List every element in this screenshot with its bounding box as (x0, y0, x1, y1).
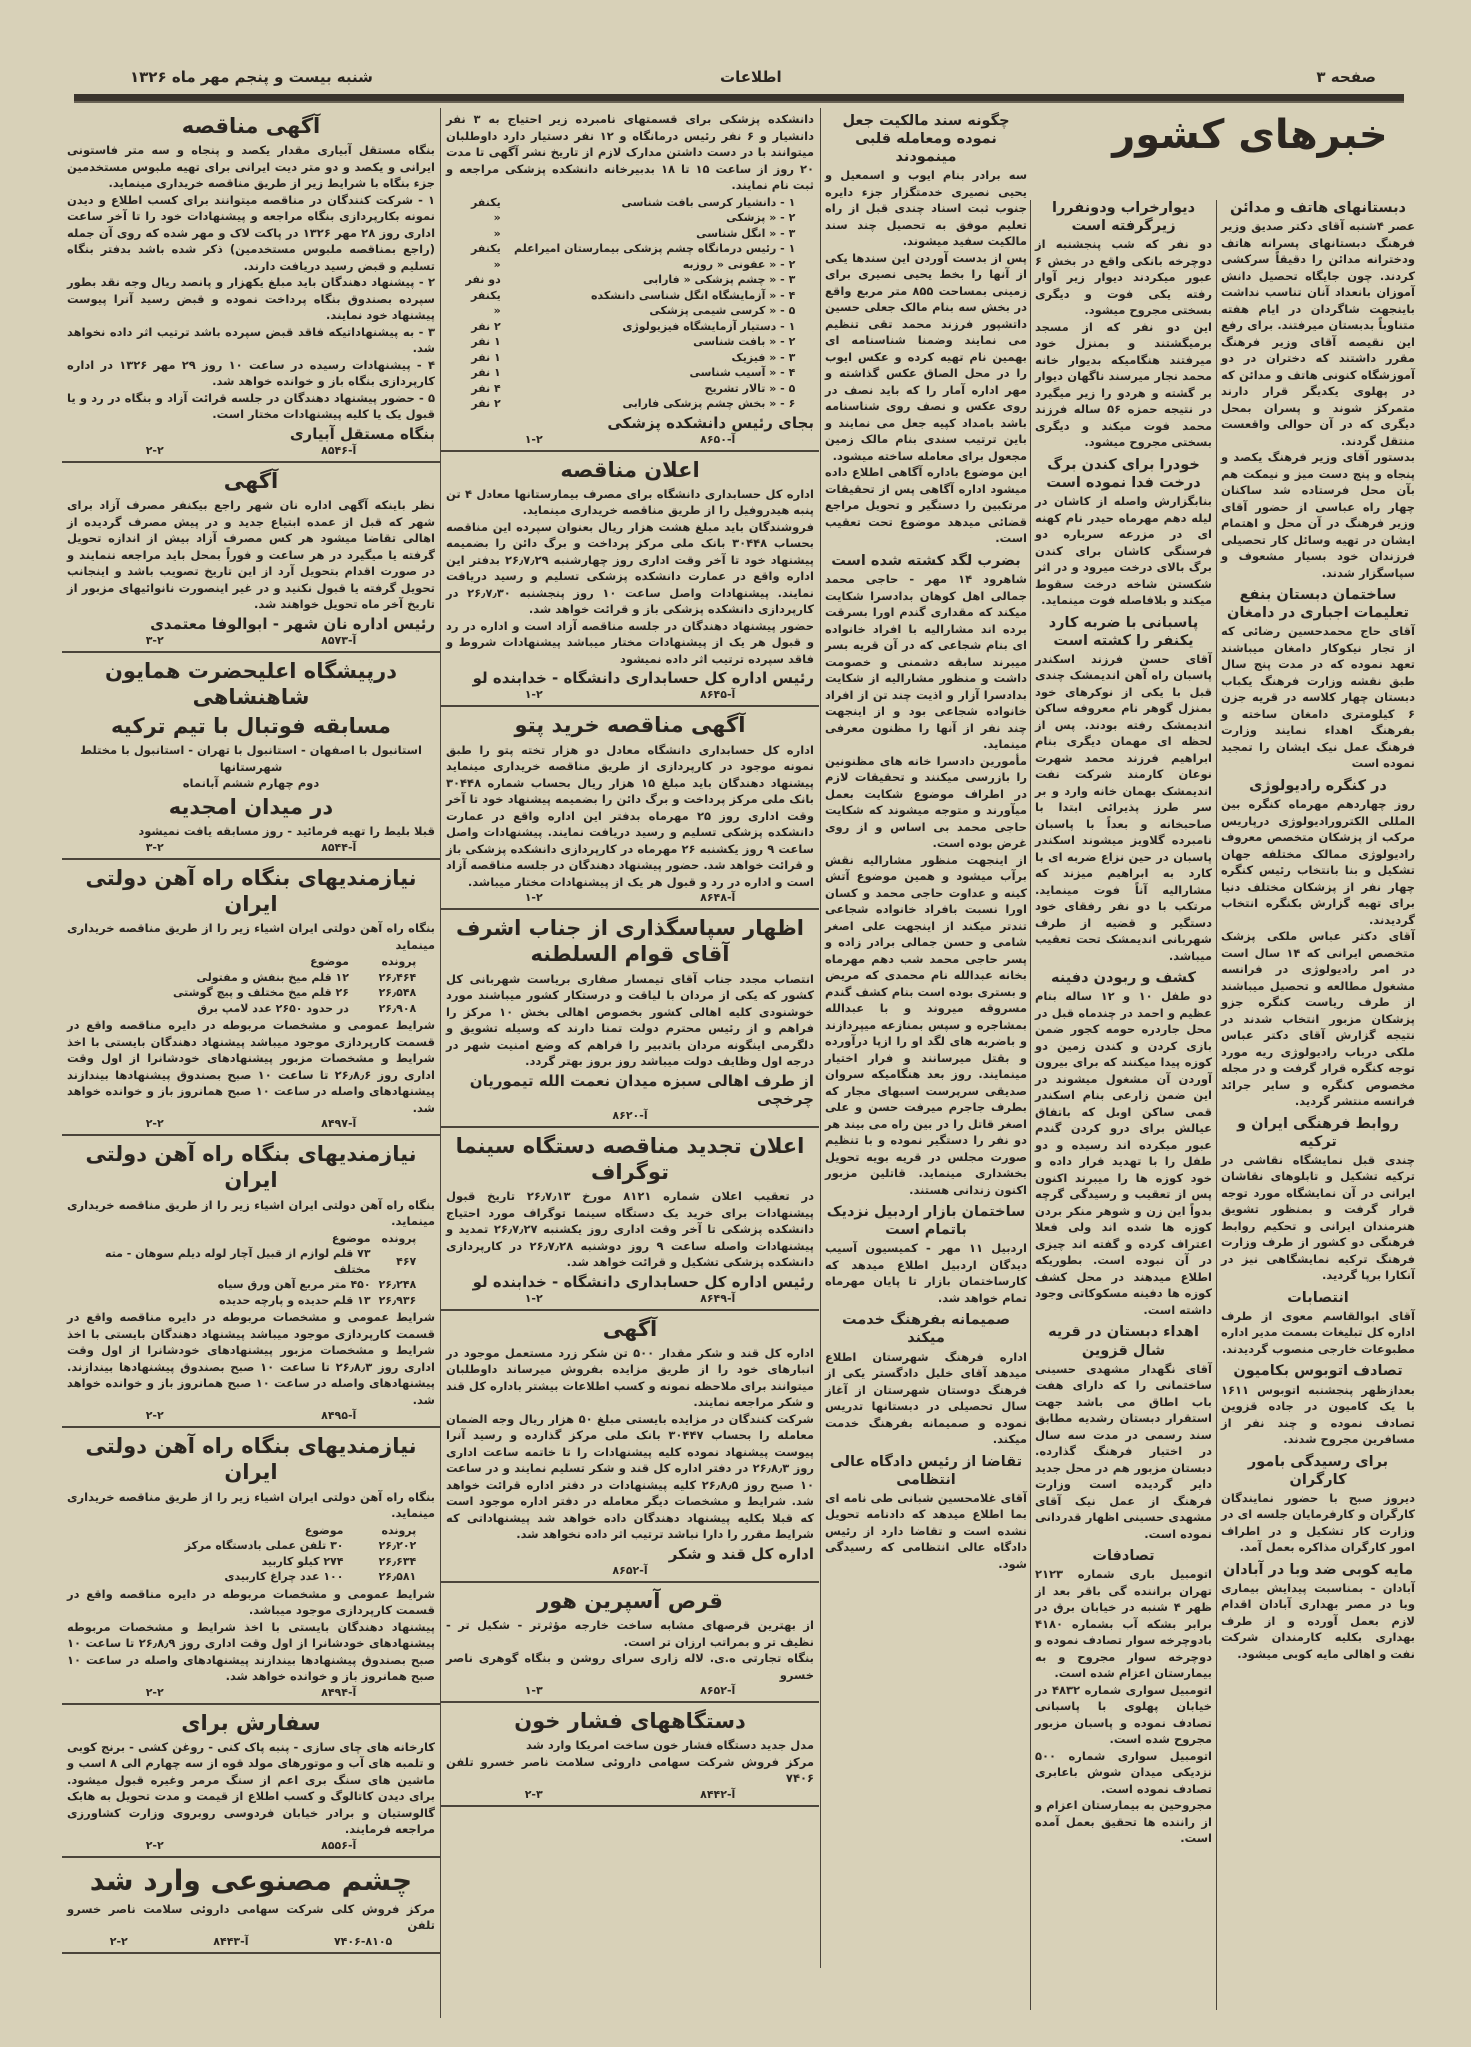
paragraph: دیروز صبح با حضور نمایندگان کارگران و کارفرمایان جلسه ای در وزارت کار تشکیل و در اطراف امور کارگران مذاکره بعمل آمد. (1221, 1490, 1415, 1555)
ad-code-item: ۲-۲ (145, 1838, 164, 1852)
paragraph: شرکت کنندگان در مزایده بایستی مبلغ ۵۰ هزار ریال وجه الضمان معامله را بحساب ۳۰۴۴۷ بانک ملی مرکز گذارده و رسید آنرا پیوست پیشنهاد نموده کلیه پیشنهادات را تا خاتمه ساعت اداری روز ۲۶٫۸٫۳ در دفتر اداره کل قند و شکر تسلیم نمایند و در ساعت ۱۰ صبح روز ۲۶٫۸٫۵ کلیه پیشنهادات در دفتر اداره قرائت خواهد شد. شرایط و مشخصات دیگر معامله در دفتر اداره موجود است که قبلا بکلیه پیشنهاد دهندگان داده خواهد شد پیشنهاداتی که شرایط مقرر را دارا نباشد ترتیب اثر داده نخواهد شد. (446, 1411, 814, 1542)
advertisement (441, 452, 819, 708)
paragraph: آقای غلامحسین شبانی طی نامه ای بما اطلاع میدهد که دادنامه تحویل نشده است و تقاضا دارد از رئیس دادگاه عالی انتظامی که رسیدگی شود. (825, 1490, 1027, 1571)
ad-code-item: آ-۸۶۴۵ (700, 688, 736, 702)
paragraph: پیشنهاد دهندگان بایستی با اخذ شرایط و مشخصات مربوطه پیشنهادهای خودشانرا از اول وقت اداری روز ۲۶٫۸٫۹ تا ساعت ۱۰ صبح بصندوق پیشنهادها بیندازند پیشنهادهای واصله در ساعت ۱۰ صبح همانروز باز و خوانده خواهد شد. (67, 1619, 435, 1683)
table-header-row (82, 954, 421, 970)
paragraph: آقای حسن فرزند اسکندر پاسبان راه آهن اندیمشک چندی قبل با یکی از نوکرهای خود بمنزل گوهر نام معروفه ساکن اندیمشک رفته بودند. پس از لحظه ای مهمان دیگری بنام ابراهیم فرزند محمد شهرت نوعان کارمند شرکت نفت اندیمشک بهمان خانه وارد و بر سر طرز پذیرائی ابتدا با صاحبخانه و بعداً با پاسبان نامبرده گلاویز میشوند اسکندر پاسبان در حین نزاع ضربه ای با کارد به ابراهیم میزند که مشارالیه آناً فوت مینماید. مرتکب با دو نفر رفقای خود دستگیر و قضیه از طرف شهربانی اندیمشک تحت تعقیب میباشد. (1035, 651, 1212, 963)
paragraph: اتومبیل باری شماره ۲۱۲۳ تهران براننده گی باقر بعد از ظهر ۴ شنبه در خیابان برق در برابر بشکه آب بشماره ۴۱۸۰ بادوچرخه سوار تصادف نموده و دوچرخه سوار مجروح و به بیمارستان اعزام شده است. (1035, 1567, 1212, 1681)
ad-code-item: آ-۸۶۵۰ (700, 432, 736, 446)
article-title: تصادف اتوبوس بکامیون (1233, 1363, 1403, 1380)
column-news-4 (1032, 195, 1215, 1848)
column-news-3 (822, 108, 1030, 1573)
paragraph: مدل جدید دستگاه فشار خون ساخت امریکا وارد شد (525, 1738, 814, 1753)
table-row (461, 396, 800, 412)
paragraph: انتصاب مجدد جناب آقای تیمسار صفاری بریاست شهربانی کل کشور که یکی از مردان با لیاقت و درستکار کشور میباشند مورد خوشنودی کلیه اهالی کشور بخصوص اهالی بخش ۱۰ مرکز را فراهم و از رئیس محترم دولت تمنا دارند که وسیله تشویق و دلگرمی اینگونه مردان باتدبیر را فراهم که وضع امنیت شهر در درجه اول وظایف دولت میباشد روز بروز بهتر گردد. (446, 971, 814, 1068)
ad-line: استانبول با اصفهان - استانبول با تهران - استانبول با مختلط شهرستانها (80, 743, 422, 774)
table-cell: ۲۶٫۲۴۸ (378, 1278, 417, 1291)
article-title: انتصابات (1287, 1289, 1349, 1306)
paragraph: آبادان - بمناسبت پیدایش بیماری وبا در مصر بهداری آبادان اقدام لازم بعمل آورده و از طرف بهداری بکلیه کارمندان شرکت نفت و اهالی مایه کوبی میشود. (1221, 1580, 1415, 1661)
table-row (461, 303, 800, 319)
ad-code-item: آ-۸۴۹۷ (321, 1117, 357, 1130)
ad-code (446, 891, 814, 904)
item-table (82, 1523, 421, 1585)
ad-code (67, 1686, 435, 1699)
paragraph: شرایط عمومی و مشخصات مربوطه در دایره مناقصه واقع در قسمت کارپردازی موجود میباشد پیشنهاد دهندگان بایستی با اخذ شرایط و مشخصات مزبور پیشنهادهای خودشانرا از اول وقت اداری روز ۲۶٫۸٫۶ تا ساعت ۱۰ صبح بصندوق پیشنهادها بیندازند پیشنهادهای واصله در ساعت ۱۰ صبح همانروز باز و خوانده خواهد شد. (67, 1018, 435, 1115)
paragraph: دو طفل ۱۰ و ۱۲ ساله بنام عظیم و احمد در چندماه قبل در محل جاردره حومه کجور ضمن بازی کردن و کندن زمین دو کوزه پیدا میکنند که برای بیرون آوردن آن مشغول میشوند در این ضمن زارعی بنام اسکندر قمی ساکن اوبل که باتفاق عیالش برای درو کردن گندم عبور میکرده اند رسیده و دو طفل را با تهدید فرار داده و خود کوزه ها را میبرند اکنون پس از تعقیب و رسیدگی گرچه بدواً این زن و شوهر منکر بردن کوزه ها شده اند ولی فعلا اعتراف کرده و گفته اند چیزی در آن نبوده است. بطوریکه اطلاع میدهند در محل کشف کوزه ها دفینه مسکوکاتی وجود داشته است. (1035, 989, 1212, 1317)
paragraph: مرکز فروش شرکت سهامی داروئی سلامت ناصر خسرو تلفن ۷۴۰۶ (446, 1754, 814, 1786)
column-ads-middle (441, 108, 819, 1807)
table-cell: ۳ - « فیزیک (731, 350, 796, 364)
paragraph: این موضوع باداره آگاهی اطلاع داده میشود اداره آگاهی پس از تحقیقات مرتکبین را دستگیر و تحویل مراجع قضائی میدهد موضوع تحت تعقیب است. (825, 465, 1027, 546)
ad-code-item: آ-۸۵۵۶ (321, 1838, 357, 1852)
ad-code (67, 1935, 435, 1948)
paragraph: در تعقیب اعلان شماره ۸۱۲۱ مورخ ۲۶٫۷٫۱۳ تاریخ قبول پیشنهادات برای خرید یک دستگاه سینما توگراف مورد احتیاج دانشکده پزشکی تا آخر وقت اداری روز یکشنبه ۲۶٫۷٫۲۷ تمدید و پیشنهادات واصله ساعت ۹ روز دوشنبه ۲۶٫۷٫۲۸ در کارپردازی دانشکده پزشکی تشکیل و قرائت خواهد شد. (446, 1189, 814, 1269)
advertisement (62, 1428, 440, 1705)
paragraph: مرکز فروش کلی شرکت سهامی داروئی سلامت ناصر خسرو تلفن (67, 1901, 435, 1933)
table-header: موضوع (331, 1231, 371, 1245)
paragraph: دانشکده پزشکی برای قسمتهای نامبرده زیر احتیاج به ۳ نفر دانشیار و ۶ نفر رئیس درمانگاه و ۱۲ نفر دستیار دارد داوطلبان میتوانند با در دست داشتن مدارک لازم از تاریخ نشر آگهی تا مدت ۲۰ روز از ساعت ۱۵ تا ۱۸ بدبیرخانه دانشکده پزشکی مراجعه و ثبت نام نمایند. (446, 112, 815, 192)
ad-code-item: ۲-۲ (145, 1117, 164, 1130)
paragraph: ۱ - شرکت کنندگان در مناقصه میتوانند برای کسب اطلاع و دیدن نمونه بکارپردازی بنگاه مراجعه و پیشنهادات خود را تا آخر ساعت اداری روز ۲۸ مهر ۱۳۲۶ در پاکت لاک و مهر شده که روی آن جمله (راجع بمناقصه ملبوس مستخدمین) ذکر شده باشد بدفتر بنگاه تسلیم و قبض رسید دریافت دارند. (67, 192, 436, 273)
paragraph: مأمورین دادسرا خانه های مظنونین را بازرسی میکنند و تحقیقات لازم در اطراف موضوع شکایت بعمل میآورند و متوجه میشوند که شکایت حاجی محمد بی اساس و از روی غرض بوده است. (825, 753, 1027, 850)
article-title: در کنگره رادیولوژی (1249, 777, 1387, 794)
ad-code (446, 1684, 814, 1697)
table-cell: یکنفر (470, 242, 501, 255)
paragraph: مجروحین به بیمارستان اعزام و از راننده ها تحقیق بعمل آمده است. (1035, 1798, 1212, 1846)
paragraph: اداره کل قند و شکر مقدار ۵۰۰ تن شکر زرد مستعمل موجود در انبارهای خود را از طریق مزایده بفروش میرساند داوطلبان میتوانند برای ملاحظه نمونه و کسب اطلاعات بیشتر باداره کل قند و شکر مراجعه نمایند. (446, 1345, 814, 1410)
paragraph: شرایط عمومی و مشخصات مربوطه در دایره مناقصه واقع در قسمت کارپردازی موجود میباشد. (67, 1586, 435, 1617)
signature: اداره کل قند و شکر (668, 1544, 814, 1563)
ad-code (446, 1564, 814, 1577)
advertisement (441, 910, 819, 1128)
ad-code-item: آ-۸۶۲۰ (612, 1108, 648, 1122)
table-cell: ۲ - « بافت شناسی (693, 335, 796, 348)
news-article (822, 1307, 1030, 1448)
paragraph: سه برادر بنام ایوب و اسمعیل و یحیی نصیری خدمتگزار جزء دایره جنوب ثبت اسناد چندی قبل از راه تعلیم موفق به تحصیل چند سند مالکیت سفید میشوند. (825, 168, 1027, 249)
article-title: تقاضا از رئیس دادگاه عالی انتظامی (829, 1453, 1023, 1488)
news-article (1032, 965, 1215, 1319)
table-cell: در حدود ۲۶۵۰ عدد لامپ برق (197, 1001, 349, 1015)
paragraph: بنگاه تجارتی ه.ی. لاله زاری سرای روشن و بنگاه گوهری ناصر خسرو (446, 1651, 814, 1682)
table-header: پرونده (381, 955, 417, 968)
news-article (1032, 1319, 1215, 1543)
table-row (82, 1293, 421, 1309)
paragraph: از بهترین قرصهای مشابه ساخت خارجه مؤثرتر - شکیل تر - نظیف تر و بمراتب ارزان تر است. (446, 1618, 814, 1649)
table-row (82, 1246, 421, 1277)
ad-code (446, 1292, 814, 1305)
table-cell: ۱۲ قلم میخ بنفش و مفتولی (196, 970, 349, 984)
table-cell: ۲۶٫۵۴۸ (378, 986, 417, 999)
paragraph: اداره کل حسابداری دانشگاه معادل دو هزار تخته پتو را طبق نمونه موجود در کارپردازی از طریق مناقصه خریداری مینماید پیشنهاد دهندگان باید مبلغ ۱۵ هزار ریال بحساب شماره ۳۰۴۴۸ بانک ملی مرکز پرداخت و برگ دائن را بضمیمه پیشنهاد خود تا آخر وقت اداری روز ۲۵ مهرماه بدفتر این اداره واقع در عمارت دانشکده پزشکی تسلیم و رسید دریافت نمایند. پیشنهادات واصل ساعت ۹ روز یکشنبه ۲۶ مهرماه در کارپردازی دانشکده پزشکی باز و قرائت خواهد شد. حضور پیشنهاد دهندگان در جلسه مناقصه آزاد است و اداره در رد و قبول هر یک از پیشنهادات مختار میباشد. (446, 742, 814, 889)
table-cell: ۲ - « پزشکی (726, 211, 796, 224)
item-table (82, 1231, 421, 1309)
table-row (461, 195, 800, 211)
news-article (1032, 195, 1215, 452)
table-cell: ۲ نفر (471, 319, 501, 333)
news-article (1218, 582, 1418, 773)
paragraph: دو نفر که شب پنجشنبه از دوچرخه بانکی واقع در بخش ۶ عبور میکردند دیوار زیر آوار رفته یکی فوت و دیگری بسختی مجروح میشود. (1035, 237, 1212, 318)
article-title: کشف و ربودن دفینه (1051, 970, 1196, 987)
article-title: آگهی مناقصه خرید پتو (514, 713, 746, 738)
article-title: دستگاههای فشار خون (514, 1709, 746, 1733)
news-article (822, 1449, 1030, 1574)
ad-code (446, 1109, 814, 1122)
table-cell: ۱ نفر (471, 350, 501, 364)
table-header: موضوع (304, 1523, 344, 1537)
table-cell: ۱ - رئیس درمانگاه چشم پزشکی بیمارستان امیراعلم (513, 242, 796, 255)
ad-code-item: ۲-۲ (145, 443, 164, 457)
article-title: اعلان تجدید مناقصه دستگاه سینما توگراف (455, 1133, 805, 1184)
table-cell: ۳ - « انگل شناسی (696, 226, 796, 240)
paragraph: ۴ - پیشنهادات رسیده در ساعت ۱۰ روز ۲۹ مهر ۱۳۲۶ در اداره کارپردازی بنگاه باز و خوانده خواهد شد. (67, 357, 435, 389)
table-cell: ۲ نفر (471, 397, 501, 410)
article-title: آگهی (602, 1316, 658, 1341)
paragraph: عصر ۴شنبه آقای دکتر صدیق وزیر فرهنگ دبستانهای پسرانه هاتف ودخترانه مدائن را دقیقاً سرکشی کردند. چون جایگاه تحصیل دانش آموزان بانعداد آنان تناسب نداشت باینجهت شاگردان در ایام هفته متناوباً بدبستان میرفتند. برای رفع این نقیصه آقای وزیر فرهنگ مقرر داشتند که دختران در دو آموزشگاه کنونی هاتف و مدائن که در پهلوی یکدیگر قرار دارند متمرکز شوند و پسران بمحل دیگری که در آن حوالی واقعست منتقل گردند. (1221, 219, 1415, 448)
advertisement (441, 108, 819, 452)
masthead-rule (74, 94, 1404, 103)
ad-code-item: ۲-۲ (145, 1685, 164, 1699)
paragraph: آقای حاج محمدحسین رضائی که از تجار نیکوکار دامغان میباشند تعهد نموده که در مدت پنج سال طبق نقشه وزارت فرهنگ یکباب دبستان چهار کلاسه در قریه جزن ۶ کیلومتری دامغان ساخته و بفرهنگ اهداء نمایند وزارت فرهنگ عمل نیک ایشان را تمجید نموده است (1221, 624, 1415, 771)
ad-code-item: آ-۸۵۴۶ (321, 443, 357, 457)
news-article (822, 108, 1030, 548)
paragraph: بنگاه راه آهن دولتی ایران اشیاء زیر را از طریق مناقصه خریداری مینماید. (67, 1489, 435, 1520)
table-cell: ۲۶٫۶۳۴ (378, 1554, 417, 1568)
article-title: قرص آسپرین هور (537, 1588, 723, 1613)
signature: رئیس اداره کل حسابداری دانشگاه - خدابنده لو (472, 669, 814, 688)
article-title: سفارش برای (181, 1710, 321, 1735)
news-article (1032, 1543, 1215, 1848)
table-cell: ۱۳ قلم حدیده و پارچه حدیده (219, 1293, 371, 1307)
paragraph: این دو نفر که از مسجد برمیگشتند و بمنزل خود میرفتند هنگامیکه بدیوار خانه محمد نجار میرسند ناگهان دیوار بر گشته و هردو را زیر میگیرد در نتیجه حمزه ۵۶ ساله فرزند محمد فوت میکند و دیگری بسختی مجروح میشود. (1035, 319, 1212, 450)
section-title: خبرهای کشور (1112, 112, 1388, 158)
paragraph: بدستور آقای وزیر فرهنگ یکصد و پنجاه و پنج دست میز و نیمکت هم بآن محل فرستاده شد ساکنان چهار راه عباسی از حضور آقای وزیر فرهنگ در آن محل و اهتمام ایشان در تهیه وسائل کار تحصیلی فرزندان خود بسیار مشعوف و سپاسگزار شدند. (1221, 450, 1415, 580)
news-article (1218, 1285, 1418, 1359)
news-article (1218, 773, 1418, 1111)
paragraph: ۲ - پیشنهاد دهندگان باید مبلغ یکهزار و پانصد ریال وجه نقد بطور سپرده بصندوق بنگاه پرداخت نموده و قبض رسید آنرا پیوست پیشنهاد خود نمایند. (67, 275, 435, 323)
column-divider (1216, 200, 1217, 2010)
news-article (1218, 1557, 1418, 1664)
column-news-5 (1218, 195, 1418, 1663)
table-cell: ۲۶٫۵۸۱ (378, 1570, 417, 1583)
table-cell: یکنفر (470, 288, 501, 302)
paragraph: روز چهاردهم مهرماه کنگره بین المللی الکترورادیولوژی درپاریس مرکب از پزشکان متخصص معروف رادیولوژی ممالک مختلفه جهان تشکیل و بنا بانتخاب رئیس کنگره چهار نفر از پزشکان مختلف دنیا برای تهیه گزارش بکنگره انتخاب گردیدند. (1221, 797, 1415, 927)
advertisement (441, 1583, 819, 1703)
article-title: اعلان مناقصه (560, 457, 700, 482)
table-cell: ۲۷۴ کیلو کاربید (261, 1554, 344, 1568)
table-cell: یکنفر (470, 195, 501, 209)
article-title: اهداء دبستان در قریه شال قزوین (1048, 1324, 1199, 1359)
article-title: تصادفات (1092, 1548, 1155, 1565)
ad-code-item: آ-۸۶۴۹ (700, 1291, 736, 1305)
paragraph: پس از بدست آوردن این سندها یکی از آنها را بخط یحیی نصیری برای زمینی بمساحت ۸۵۵ متر مربع واقع در بخش سه بنام مالک جعلی حسین داتشپور فرزند محمد تقی تنظیم می نمایند وضمنا شناسنامه ای بهمین نام تهیه کرده و عکس ایوب را در محل الصاق عکس گذاشته و مهر اداره آمار را که باید نصف در روی عکس و نصف روی شناسنامه باشد بامداد کپیه جعل می نمایند و باین ترتیب سندی بنام مالک زمین مجعول برای معامله ساخته میشود. (825, 250, 1028, 463)
news-article (1218, 1449, 1418, 1557)
table-cell: ۷۳ قلم لوازم از قبیل آچار لوله دیلم سوهان - مته مختلف (104, 1247, 371, 1276)
table-cell: ۱ نفر (471, 335, 501, 348)
table-row (461, 272, 800, 288)
article-title: درپیشگاه اعلیحضرت همایون شاهنشاهی (105, 658, 397, 709)
table-row (461, 226, 800, 242)
ad-code (67, 841, 435, 854)
ad-code (446, 688, 814, 701)
paragraph: شاهرود ۱۴ مهر - حاجی محمد جمالی اهل کوهان بدادسرا شکایت میکند که مقداری گندم اورا بسرقت برده اند مشارالیه با افراد خانواده ای بنام شجاعی که در آن قریه بسر میبرند سابقه دشمنی و خصومت داشت و منظور مشارالیه از شکایت بدادسرا آزار و اذیت چند تن از افراد خانواده شجاعی بود و از اینجهت چند نفر از آنها را مظنون معرفی مینماید. (825, 572, 1027, 751)
paragraph: بنگاه راه آهن دولتی ایران اشیاء زیر را از طریق مناقصه خریداری مینماید (67, 921, 435, 952)
article-title: آگهی (223, 468, 279, 493)
paragraph: چندی قبل نمایشگاه نقاشی در ترکیه تشکیل و تابلوهای نقاشان ایرانی در آن نمایشگاه مورد توجه قرار گرفت و بمنظور تشویق هنرمندان ایرانی و تحکیم روابط فرهنگی دو کشور از طرف وزارت فرهنگ ترکیه نمایشگاهی نیز در آنکارا برپا گردید. (1221, 1152, 1415, 1283)
article-title: اظهار سپاسگذاری از جناب اشرف آقای قوام السلطنه (456, 916, 804, 967)
column-divider (1030, 200, 1031, 2010)
advertisement (441, 1311, 819, 1583)
table-cell: ۴ نفر (471, 381, 501, 395)
signature: رئیس اداره نان شهر - ابوالوفا معتمدی (150, 614, 435, 633)
column-divider (820, 108, 821, 1968)
advertisement (441, 1703, 819, 1807)
paragraph: آقای ابوالقاسم معوی از طرف اداره کل تبلیغات بسمت مدیر اداره مطبوعات خارجی منصوب گردیدند. (1221, 1308, 1415, 1356)
ad-code-item: ۱-۲ (524, 688, 543, 702)
table-row (82, 1277, 421, 1293)
page-number: صفحه ۳ (1316, 68, 1376, 86)
paragraph: اداره کل حسابداری دانشگاه برای مصرف بیمارستانها معادل ۴ تن پنبه هیدروفیل را از طریق مناقصه خریداری مینماید. (446, 486, 814, 518)
article-title: نیازمندیهای بنگاه راه آهن دولتی ایران (85, 1434, 417, 1485)
ad-code-item: ۱-۲ (524, 432, 543, 446)
table-row (461, 365, 800, 381)
table-header-row (82, 1523, 421, 1539)
ad-code-item: آ-۸۴۹۴ (321, 1685, 357, 1699)
table-row (82, 1569, 421, 1585)
advertisement (62, 860, 440, 1137)
table-row (461, 288, 800, 304)
table-cell: ۶ - « بخش چشم پزشکی فارابی (622, 397, 796, 410)
table-row (461, 319, 800, 335)
table-cell: ۲۶٫۹۳۶ (378, 1293, 417, 1307)
advertisement (62, 1136, 440, 1428)
news-article (1218, 1358, 1418, 1448)
table-row (461, 241, 800, 257)
ad-code-item: ۳-۲ (145, 633, 164, 647)
table-row (461, 350, 800, 366)
item-table (461, 195, 800, 412)
paragraph: آقای دکتر عباس ملکی پزشک متخصص ایرانی که ۱۴ سال است در امر رادیولوژی در فرانسه مشغول مطالعه و تحصیل میباشند از طرف ریاست کنگره جزو پزشکان مزبور انتخاب شدند در نتیجه گزارش آقای دکتر عباس ملکی درباب رادیولوژی ریه مورد توجه کنگره قرار گرفت و در مجله مخصوص کنگره و سایر جرائد فرانسه منتشر گردید. (1221, 929, 1415, 1108)
ad-code-item: ۲-۲ (109, 1934, 128, 1948)
table-cell: « (493, 211, 501, 224)
paragraph: بنگاه راه آهن دولتی ایران اشیاء زیر را از طریق مناقصه خریداری مینماید. (67, 1197, 435, 1228)
advertisement (62, 1705, 440, 1858)
table-row (461, 381, 800, 397)
article-title: روابط فرهنگی ایران و ترکیه (1237, 1115, 1399, 1150)
article-title: صمیمانه بفرهنگ خدمت میکند (841, 1312, 1011, 1347)
article-title: نیازمندیهای بنگاه راه آهن دولتی ایران (85, 865, 417, 916)
news-article (1032, 610, 1215, 966)
advertisement (62, 653, 440, 860)
table-row (82, 970, 421, 986)
ad-line: دوم چهارم ششم آبانماه (182, 776, 320, 791)
ad-code-item: ۱-۲ (524, 891, 543, 904)
article-title: ساختمان دبستان بنفع تعلیمات اجباری در دامغان (1227, 587, 1409, 622)
article-title: پاسبانی با ضربه کارد یکنفر را کشته است (1048, 614, 1199, 649)
table-row (82, 1001, 421, 1017)
paragraph: حضور پیشنهاد دهندگان در جلسه مناقصه آزاد است و اداره در رد و قبول هر یک از پیشنهادات مختار میباشد پیشنهادات شروط و فاقد سپرده ترتیب اثر داده نمیشود (446, 618, 814, 666)
ad-code-item: آ-۸۶۵۲ (700, 1684, 736, 1697)
paragraph: بنابگزارش واصله از کاشان در لیله دهم مهرماه حیدر نام کهنه ای در مزرعه سرباره دو فرسنگی کاشان برای کندن برگ بالای درخت میرود و در اثر شکستن شاخه درخت سقوط میکند و بلافاصله فوت مینماید. (1035, 494, 1212, 607)
paragraph: اتومبیل سواری شماره ۵۰۰ نزدیکی میدان شوش باعابری تصادف نموده است. (1035, 1748, 1212, 1796)
table-row (82, 1538, 421, 1554)
paragraph: اداره فرهنگ شهرستان اطلاع میدهد آقای خلیل دادگستر یکی از فرهنگ دوستان شهرستان از آغاز سال تحصیلی در دبستانها تدریس نموده و صمیمانه بفرهنگ خدمت میکند. (825, 1349, 1027, 1446)
article-title: برای رسیدگی بامور کارگران (1247, 1453, 1389, 1488)
advertisement (62, 108, 440, 463)
signature: از طرف اهالی سبزه میدان نعمت الله تیموریان چرخچی (469, 1071, 814, 1108)
table-cell: ۲۶٫۲۰۲ (378, 1539, 417, 1552)
ad-code (67, 1117, 435, 1130)
ad-code-item: ۷۴۰۶-۸۱۰۵ (333, 1934, 393, 1948)
ad-code (446, 1788, 814, 1801)
article-title: ساختمان بازار اردبیل نزدیک باتمام است (826, 1204, 1026, 1239)
paragraph: اتومبیل سواری شماره ۴۸۳۲ در خیابان پهلوی با پاسبانی تصادف نموده و پاسبان مزبور مجروح شده است. (1035, 1682, 1212, 1747)
table-row (461, 257, 800, 273)
table-cell: ۱ - دانشیار کرسی بافت شناسی (621, 195, 796, 209)
table-header: پرونده (381, 1523, 417, 1537)
table-cell: ۳۰ تلفن عملی بادستگاه مرکز (184, 1539, 344, 1552)
newspaper-name: اطلاعات (720, 68, 782, 86)
table-cell: ۳ - « چشم پزشکی « فارابی (643, 273, 796, 286)
table-cell: ۴۵۰ متر مربع آهن ورق سیاه (217, 1278, 371, 1291)
table-cell: ۲۶٫۹۰۸ (378, 1001, 417, 1015)
table-row (461, 210, 800, 226)
ad-code (67, 1839, 435, 1852)
ad-code-item: آ-۸۴۴۳ (213, 1934, 249, 1948)
advertisement (62, 1858, 440, 1954)
paragraph: از اینجهت منظور مشارالیه نقش برآب میشود و همین موضوع آتش کینه و عداوت حاجی محمد و کسان اورا نسبت بافراد خانواده شجاعی تندتر میکند از اینجهت علی اصغر شامی و حسن جمالی برادر زاده و پسر حاجی محمد شب دهم مهرماه بخانه عبدالله نام محمدی که مریض و بستری بوده است بنام کشف گندم مسروقه میروند و با عبدالله بمشاجره و سپس بمنازعه میپردازند و باضربه های لگد او را ازپا درآورده و بقتل میرسانند و فرار اختیار مینمایند. روز بعد هنگامیکه سروان صدیقی سرپرست اسبهای مجار که بطرف جاجرم میرفت حسن و علی اصغر قاتل را در بین راه می بیند هر دو نفر را دستگیر نموده و با تنظیم صورت مجلس در قریه بویه تحویل بخشداری مینماید. قاتلین مزبور اکنون زندانی هستند. (825, 852, 1027, 1197)
ad-code-item: آ-۸۶۵۲ (612, 1563, 648, 1577)
article-title: خودرا برای کندن برگ درخت فدا نموده است (1046, 456, 1201, 491)
ad-code-item: آ-۸۴۹۵ (321, 1409, 357, 1422)
article-subtitle: مسابقه فوتبال با تیم ترکیه (111, 714, 391, 738)
paragraph: ۵ - حضور پیشنهاد دهندگان در جلسه قرائت آزاد و بنگاه در رد و یا قبول یک یا کلیه پیشنهادات مختار است. (67, 390, 435, 422)
news-article (822, 548, 1030, 1199)
news-article (822, 1199, 1030, 1307)
table-row (82, 985, 421, 1001)
table-cell: دو نفر (465, 273, 501, 286)
ad-code-item: ۱-۲ (524, 1291, 543, 1305)
ad-code-item: آ-۸۵۷۳ (321, 633, 357, 647)
issue-date: شنبه بیست و پنجم مهر ماه ۱۳۲۶ (130, 68, 373, 86)
table-header-row (82, 1231, 421, 1247)
table-cell: « (493, 304, 501, 317)
ad-code-item: ۲-۲ (145, 1409, 164, 1422)
news-article (1218, 195, 1418, 582)
article-subtitle: در میدان امجدیه (168, 794, 334, 819)
signature: بنگاه مستقل آبیاری (289, 424, 435, 443)
article-title: دبستانهای هاتف و مدائن (1230, 200, 1406, 216)
ad-code (67, 1409, 435, 1422)
ad-code-item: ۲-۳ (524, 1787, 543, 1801)
ad-code-item: آ-۸۴۴۲ (700, 1787, 736, 1801)
paragraph: ۳ - به پیشنهاداتیکه فاقد قبض سپرده باشد ترتیب اثر داده نخواهد شد. (67, 324, 435, 356)
news-article (1032, 452, 1215, 610)
signature: رئیس اداره کل حسابداری دانشگاه - خدابنده لو (472, 1272, 814, 1291)
table-row (82, 1554, 421, 1570)
paragraph: اردبیل ۱۱ مهر - کمیسیون آسیب دیدگان اردبیل اطلاع میدهد که کارساختمان بازار تا پایان مهرماه تمام خواهد شد. (825, 1241, 1027, 1305)
paragraph: آقای نگهدار مشهدی حسینی ساختمانی را که دارای هفت باب اطاق می باشد جهت استقرار دبستان رشدیه مطابق سند رسمی در مدت سه سال در اختیار فرهنگ گذارده. دبستان مزبور هم در محل جدید دایر گردیده است وزارت فرهنگ از عمل نیک آقای مشهدی حسینی اظهار قدردانی نموده است. (1035, 1361, 1212, 1541)
news-article (1218, 1111, 1418, 1285)
table-cell: ۱ نفر (471, 366, 501, 379)
ad-code-item: ۳-۲ (145, 840, 164, 854)
table-cell: ۲۶٫۴۶۴ (378, 970, 417, 984)
advertisement (62, 463, 440, 653)
table-cell: ۱ - دستیار آزمایشگاه فیزیولوژی (622, 319, 796, 333)
article-title: چشم مصنوعی وارد شد (89, 1863, 413, 1897)
paragraph: فروشندگان باید مبلغ هشت هزار ریال بعنوان سپرده این مناقصه بحساب ۳۰۴۴۸ بانک ملی مرکز پرداخت و برگ دائن را بضمیمه پیشنهاد خود تا آخر وقت اداری روز چهارشنبه ۲۶٫۷٫۲۹ بدفتر این اداره واقع در عمارت دانشکده پزشکی تسلیم و رسید دریافت نمایند. پیشنهادات واصل ساعت ۱۰ روز پنجشنبه ۲۶٫۷٫۳۰ در کارپردازی دانشکده پزشکی باز و قرائت خواهد شد. (446, 519, 815, 617)
signature: بجای رئیس دانشکده پزشکی (607, 413, 814, 432)
table-header: موضوع (310, 955, 349, 968)
table-row (461, 334, 800, 350)
table-cell: ۴ - « آزمایشگاه انگل شناسی دانشکده (591, 288, 796, 302)
item-table (82, 954, 421, 1016)
table-cell: ۴۶۷ (396, 1254, 417, 1268)
table-cell: ۱۰۰ عدد چراغ کاربیدی (224, 1570, 344, 1583)
article-title: مایه کوبی ضد وبا در آبادان (1222, 1561, 1414, 1578)
ad-code-item: آ-۸۵۴۴ (321, 840, 357, 854)
ad-code (446, 433, 814, 446)
table-cell: ۲۶ قلم میخ مختلف و پیچ گوشتی (173, 986, 349, 999)
table-cell: « (493, 226, 501, 240)
advertisement (441, 707, 819, 910)
ad-code (67, 634, 435, 647)
article-title: دیوارخراب ودونفررا زیرگرفته است (1051, 200, 1196, 235)
paragraph: نظر باینکه آگهی اداره نان شهر راجع بیکنفر مصرف آزاد برای شهر که قبل از عمده ابتیاع جدید و در پیش مصرف گردیده از اهالی تقاضا میشود هر کس مصرف آزاد بیش از اندازه تحویل گرفته یا میگیرد در هر ساعت و فوراً بمحل باید مراجعه ننمایند و در صورت اقدام بتحویل آرد از این تاریخ تصویب باشد و اینجانب تحویل گرفته یا قبول نکنید و در غیر اینصورت نانوائیهای مزبور از تاریخ آخر ماه تحویل خواهند شد. (67, 498, 435, 611)
article-title: آگهی مناقصه (181, 114, 321, 138)
paragraph: شرایط عمومی و مشخصات مربوطه در دایره مناقصه واقع در قسمت کارپردازی موجود میباشد پیشنهاد دهندگان بایستی با اخذ شرایط و مشخصات مزبور پیشنهادهای خودشانرا از اول وقت اداری روز ۲۶٫۸٫۳ تا ساعت ۱۰ صبح بصندوق پیشنهادها بیندازند. پیشنهادهای واصله در ساعت ۱۰ صبح همانروز باز و خوانده خواهد شد. (67, 1310, 436, 1407)
paragraph: کارخانه های چای سازی - پنبه پاک کنی - روغن کشی - برنج کوبی و تلمبه های آب و موتورهای مولد قوه از سه چهارم الی ۸ اسب و ماشین های سنگ بری اعم از سنگ مرمر وغیره قبول میشود. برای دیدن کاتالوگ و کسب اطلاع از قیمت و مدت تحویل به هابک گالوستیان و برادر خیابان فردوسی روبروی وزارت کشاورزی مراجعه فرمایند. (67, 1739, 435, 1837)
column-ads-left (62, 108, 440, 1954)
article-title: نیازمندیهای بنگاه راه آهن دولتی ایران (85, 1142, 417, 1193)
paragraph: بعدازظهر پنجشنبه اتوبوس ۱۶۱۱ با یک کامیون در جاده قزوین تصادف نموده و چند نفر از مسافرین مجروح شدند. (1221, 1382, 1415, 1446)
ad-code (67, 444, 435, 457)
table-cell: ۵ - « تالار تشریح (704, 381, 796, 395)
paragraph: بنگاه مستقل آبیاری مقدار یکصد و پنجاه و سه متر فاستونی ایرانی و یکصد و دو متر دیت ایرانی برای تهیه ملبوس مستخدمین جزء بنگاه با شرایط زیر از طریق مناقصه خریداری مینماید. (67, 143, 435, 191)
table-cell: ۵ - « کرسی شیمی پزشکی (649, 304, 796, 317)
article-title: چگونه سند مالکیت جعل نموده ومعامله قلبی مینمودند (842, 113, 1010, 166)
advertisement (441, 1128, 819, 1311)
ad-code-item: ۱-۳ (524, 1684, 543, 1697)
table-cell: ۲ - « عفونی « روزبه (682, 257, 796, 271)
table-header: پرونده (381, 1231, 417, 1245)
ad-code-item: آ-۸۶۴۸ (700, 891, 736, 904)
article-title: بضرب لگد کشته شده است (831, 552, 1021, 569)
table-cell: « (493, 257, 501, 271)
table-cell: ۴ - « آسیب شناسی (689, 366, 796, 379)
paragraph: قبلا بلیط را تهیه فرمائید - روز مسابقه یافت نمیشود (138, 824, 435, 838)
